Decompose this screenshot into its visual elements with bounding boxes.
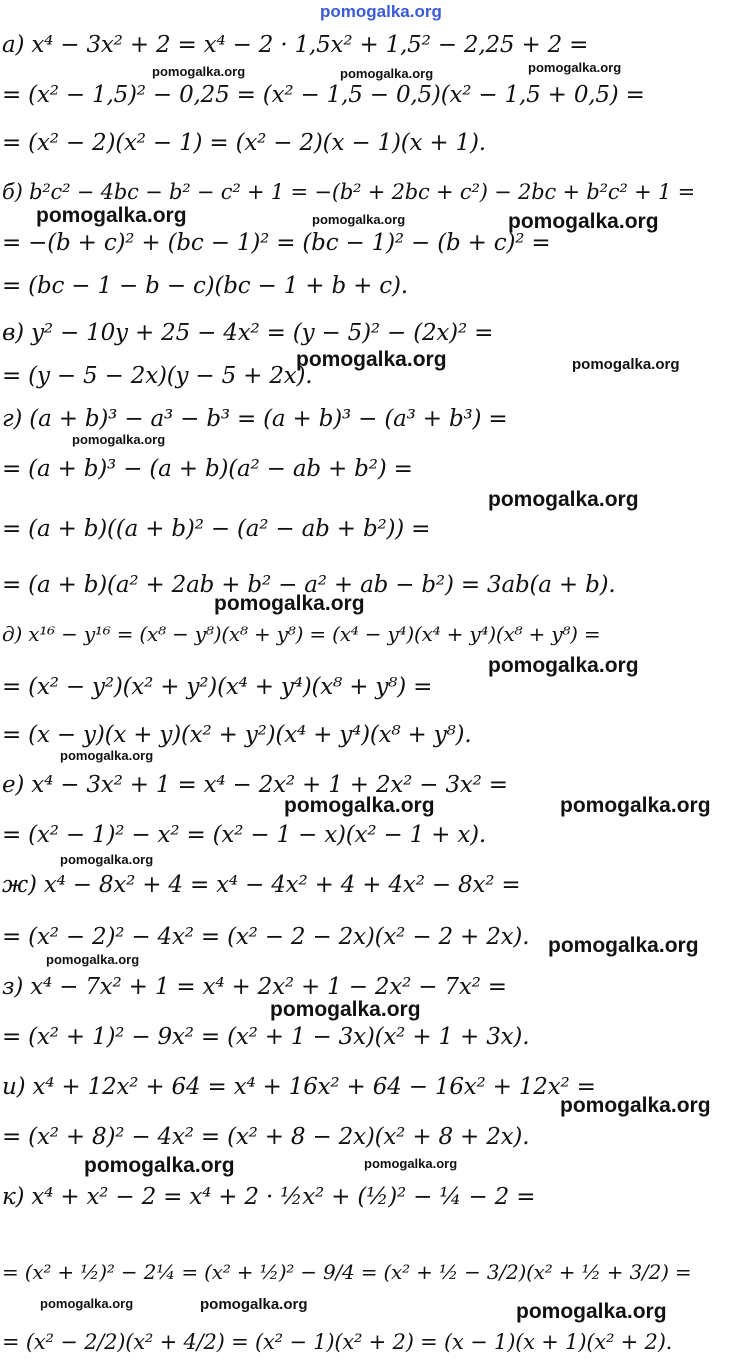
line-g-2: = (a + b)³ − (a + b)(a² − ab + b²) =: [2, 456, 413, 482]
watermark: pomogalka.org: [60, 852, 154, 867]
line-d-2: = (x² − y²)(x² + y²)(x⁴ + y⁴)(x⁸ + y⁸) =: [2, 674, 433, 700]
watermark: pomogalka.org: [200, 1296, 308, 1313]
line-d-3: = (x − y)(x + y)(x² + y²)(x⁴ + y⁴)(x⁸ + y⁸).: [2, 722, 472, 748]
line-a-2: = (x² − 1,5)² − 0,25 = (x² − 1,5 − 0,5)(x² − 1,5 + 0,5) =: [2, 82, 645, 108]
watermark: pomogalka.org: [560, 1094, 711, 1117]
watermark: pomogalka.org: [548, 934, 699, 957]
watermark: pomogalka.org: [270, 998, 421, 1021]
line-i-1: и) x⁴ + 12x² + 64 = x⁴ + 16x² + 64 − 16x² + 12x² =: [2, 1074, 596, 1100]
watermark: pomogalka.org: [516, 1300, 667, 1323]
line-b-2: = −(b + c)² + (bc − 1)² = (bc − 1)² − (b + c)² =: [2, 230, 551, 256]
line-g-3: = (a + b)((a + b)² − (a² − ab + b²)) =: [2, 516, 431, 542]
line-a-1: а) x⁴ − 3x² + 2 = x⁴ − 2 · 1,5x² + 1,5² − 2,25 + 2 =: [2, 32, 589, 58]
watermark: pomogalka.org: [508, 210, 659, 233]
line-a-3: = (x² − 2)(x² − 1) = (x² − 2)(x − 1)(x + 1).: [2, 130, 486, 156]
watermark: pomogalka.org: [84, 1154, 235, 1177]
line-b-1: б) b²c² − 4bc − b² − c² + 1 = −(b² + 2bc + c²) − 2bc + b²c² + 1 =: [2, 180, 695, 204]
watermark: pomogalka.org: [572, 356, 680, 373]
line-b-3: = (bc − 1 − b − c)(bc − 1 + b + c).: [2, 273, 408, 299]
line-k-3: = (x² − 2/2)(x² + 4/2) = (x² − 1)(x² + 2) = (x − 1)(x + 1)(x² + 2).: [2, 1330, 673, 1354]
watermark: pomogalka.org: [60, 748, 154, 763]
header-watermark: pomogalka.org: [320, 2, 442, 21]
line-zh-2: = (x² − 2)² − 4x² = (x² − 2 − 2x)(x² − 2 + 2x).: [2, 924, 530, 950]
line-v-1: в) y² − 10y + 25 − 4x² = (y − 5)² − (2x)² =: [2, 320, 494, 346]
watermark: pomogalka.org: [296, 348, 447, 371]
line-k-2: = (x² + ½)² − 2¼ = (x² + ½)² − 9/4 = (x² + ½ − 3/2)(x² + ½ + 3/2) =: [2, 1260, 692, 1284]
line-z-2: = (x² + 1)² − 9x² = (x² + 1 − 3x)(x² + 1 + 3x).: [2, 1024, 530, 1050]
line-e-2: = (x² − 1)² − x² = (x² − 1 − x)(x² − 1 + x).: [2, 822, 487, 848]
line-z-1: з) x⁴ − 7x² + 1 = x⁴ + 2x² + 1 − 2x² − 7x² =: [2, 974, 507, 1000]
line-i-2: = (x² + 8)² − 4x² = (x² + 8 − 2x)(x² + 8 + 2x).: [2, 1124, 530, 1150]
watermark: pomogalka.org: [214, 592, 365, 615]
watermark: pomogalka.org: [36, 204, 187, 227]
watermark: pomogalka.org: [340, 66, 434, 81]
line-k-1: к) x⁴ + x² − 2 = x⁴ + 2 · ½x² + (½)² − ¼ − 2 =: [2, 1184, 536, 1210]
watermark: pomogalka.org: [560, 794, 711, 817]
watermark: pomogalka.org: [312, 212, 406, 227]
line-v-2: = (y − 5 − 2x)(y − 5 + 2x).: [2, 363, 313, 389]
watermark: pomogalka.org: [152, 64, 246, 79]
line-g-1: г) (a + b)³ − a³ − b³ = (a + b)³ − (a³ + b³) =: [2, 406, 508, 432]
watermark: pomogalka.org: [528, 60, 622, 75]
line-zh-1: ж) x⁴ − 8x² + 4 = x⁴ − 4x² + 4 + 4x² − 8x² =: [2, 872, 521, 898]
line-g-4: = (a + b)(a² + 2ab + b² − a² + ab − b²) = 3ab(a + b).: [2, 572, 616, 598]
line-e-1: е) x⁴ − 3x² + 1 = x⁴ − 2x² + 1 + 2x² − 3x² =: [2, 772, 508, 798]
watermark: pomogalka.org: [40, 1296, 134, 1311]
watermark: pomogalka.org: [284, 794, 435, 817]
watermark: pomogalka.org: [488, 654, 639, 677]
watermark: pomogalka.org: [46, 952, 140, 967]
line-d-1: д) x¹⁶ − y¹⁶ = (x⁸ − y⁸)(x⁸ + y⁸) = (x⁴ − y⁴)(x⁴ + y⁴)(x⁸ + y⁸) =: [2, 622, 601, 646]
watermark: pomogalka.org: [72, 432, 166, 447]
watermark: pomogalka.org: [488, 488, 639, 511]
watermark: pomogalka.org: [364, 1156, 458, 1171]
